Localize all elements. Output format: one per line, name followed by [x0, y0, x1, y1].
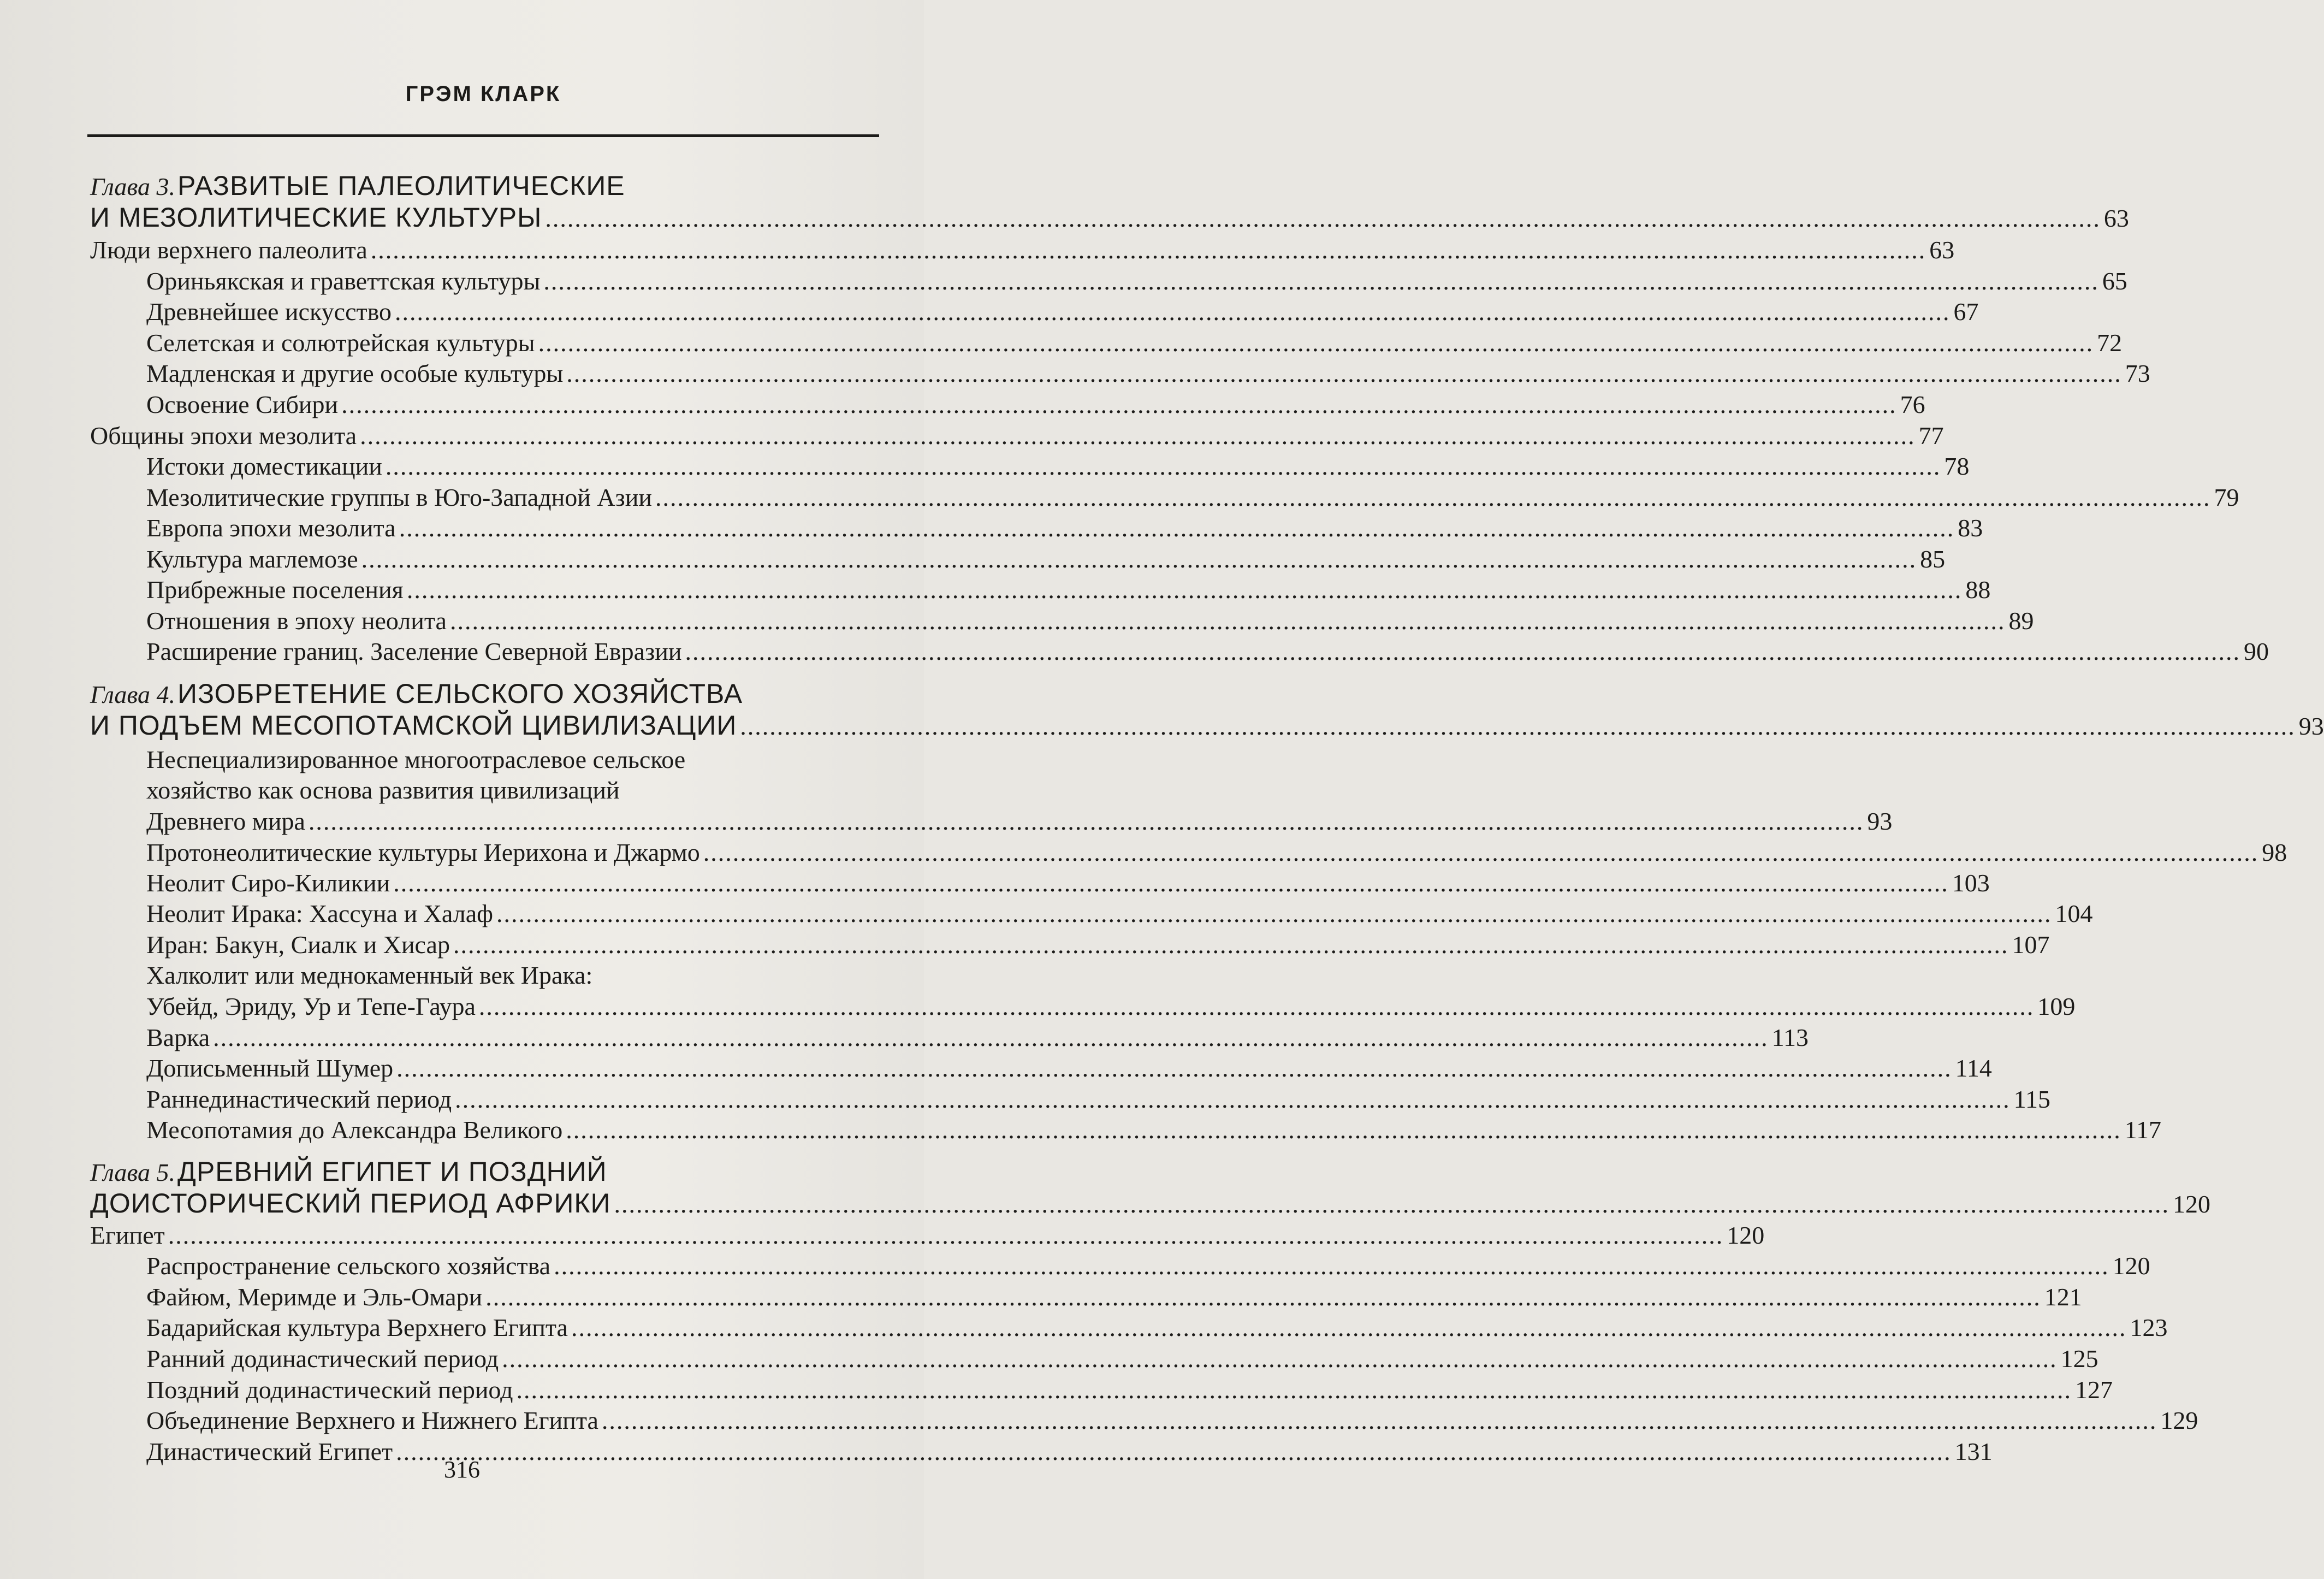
- toc-entry[interactable]: [146, 636, 2269, 667]
- toc-entry-title: Расширение границ. Заселение Северной Евразии: [146, 637, 682, 665]
- toc-entry-continuation[interactable]: Неспециализированное многоотраслевое сельское: [146, 746, 686, 773]
- dot-leader: [395, 297, 1950, 327]
- toc-entry-title: Месопотамия до Александра Великого: [146, 1116, 563, 1144]
- dot-leader: [453, 930, 2009, 960]
- dot-leader: [740, 711, 2296, 742]
- toc-entry[interactable]: [146, 451, 1970, 482]
- dot-leader: [168, 1220, 1724, 1251]
- chapter-title: ИЗОБРЕТЕНИЕ СЕЛЬСКОГО ХОЗЯЙСТВА: [177, 678, 743, 709]
- toc-entry[interactable]: [146, 358, 2150, 389]
- toc-entry-title: Бадарийская культура Верхнего Египта: [146, 1314, 568, 1341]
- dot-leader: [396, 1053, 1952, 1084]
- toc-entry[interactable]: [146, 837, 2287, 868]
- page-number: 316: [444, 1456, 480, 1483]
- toc-entry-title: Убейд, Эриду, Ур и Тепе-Гаура: [146, 992, 476, 1020]
- dot-leader: [545, 203, 2101, 234]
- dot-leader: [386, 451, 1941, 482]
- toc-entry-title: Мадленская и другие особые культуры: [146, 359, 564, 387]
- toc-entry-title: Люди верхнего палеолита: [90, 236, 367, 264]
- toc-entry-title: Мезолитические группы в Юго-Западной Азии: [146, 483, 652, 511]
- page-ref: 113: [1771, 1024, 1809, 1051]
- page-ref: 98: [2262, 838, 2287, 866]
- toc-entry[interactable]: [90, 421, 1944, 451]
- toc-entry[interactable]: [146, 482, 2239, 513]
- chapter-title: И МЕЗОЛИТИЧЕСКИЕ КУЛЬТУРЫ: [90, 202, 542, 233]
- dot-leader: [554, 1251, 2109, 1281]
- toc-entry[interactable]: [146, 389, 1925, 420]
- dot-leader: [399, 513, 1955, 543]
- page-ref: 83: [1958, 514, 1983, 542]
- toc-entry-title: Файюм, Меримде и Эль-Омари: [146, 1283, 483, 1311]
- chapter-label: Глава 3.: [90, 173, 175, 200]
- toc-entry[interactable]: [146, 1251, 2150, 1281]
- toc-entry[interactable]: [146, 1312, 2168, 1343]
- chapter-heading-line[interactable]: [90, 1188, 2210, 1220]
- page-ref: 107: [2012, 931, 2050, 959]
- toc-entry-title: Неолит Сиро-Киликии: [146, 869, 390, 897]
- dot-leader: [450, 606, 2006, 636]
- dot-leader: [566, 358, 2122, 389]
- toc-entry-title: Прибрежные поселения: [146, 576, 404, 604]
- toc-entry-title: Древнейшее искусство: [146, 298, 392, 326]
- page-ref: 123: [2130, 1314, 2168, 1341]
- toc-entry[interactable]: [146, 991, 2076, 1022]
- toc-entry[interactable]: [146, 1375, 2113, 1405]
- toc-entry[interactable]: [146, 575, 1991, 605]
- dot-leader: [602, 1405, 2157, 1436]
- page-ref: 67: [1953, 298, 1979, 326]
- toc-entry-title: Дописьменный Шумер: [146, 1054, 394, 1082]
- toc-entry-title: Протонеолитические культуры Иерихона и Джармо: [146, 838, 700, 866]
- dot-leader: [496, 898, 2052, 929]
- page-ref: 104: [2055, 900, 2093, 927]
- toc-entry[interactable]: [146, 898, 2093, 929]
- chapter-label: Глава 4.: [90, 681, 175, 708]
- page-ref: 89: [2008, 607, 2034, 635]
- chapter-title: И ПОДЪЕМ МЕСОПОТАМСКОЙ ЦИВИЛИЗАЦИИ: [90, 710, 737, 741]
- page-ref: 85: [1920, 545, 1946, 573]
- page-ref: 121: [2044, 1283, 2082, 1311]
- toc-entry-title: Культура маглемозе: [146, 545, 358, 573]
- toc-entry[interactable]: [146, 1405, 2198, 1436]
- page-ref: 65: [2102, 267, 2127, 295]
- toc-entry[interactable]: [90, 235, 1955, 265]
- dot-leader: [393, 868, 1949, 898]
- page-ref: 88: [1965, 576, 1991, 604]
- toc-entry-title: Иран: Бакун, Сиалк и Хисар: [146, 931, 450, 959]
- toc-entry[interactable]: [146, 868, 1990, 898]
- page-ref: 115: [2013, 1085, 2050, 1113]
- page-ref: 63: [2103, 204, 2129, 232]
- toc-entry[interactable]: [146, 1344, 2098, 1374]
- page-ref: 125: [2060, 1345, 2098, 1373]
- page-ref: 63: [1929, 236, 1955, 264]
- dot-leader: [538, 328, 2094, 358]
- toc-entry[interactable]: [146, 606, 2034, 636]
- toc-entry[interactable]: [146, 266, 2127, 297]
- dot-leader: [517, 1375, 2072, 1405]
- dot-leader: [485, 1282, 2041, 1312]
- dot-leader: [655, 482, 2211, 513]
- toc-entry-title: Поздний додинастический период: [146, 1376, 513, 1404]
- page-ref: 76: [1900, 391, 1925, 418]
- page-ref: 131: [1954, 1438, 1993, 1465]
- page-ref: 78: [1944, 452, 1970, 480]
- dot-leader: [213, 1022, 1769, 1053]
- toc-entry[interactable]: [146, 1282, 2082, 1312]
- toc-entry[interactable]: [146, 1115, 2161, 1145]
- toc-entry-title: Истоки доместикации: [146, 452, 382, 480]
- page-ref: 72: [2097, 329, 2123, 357]
- chapter-title: ДОИСТОРИЧЕСКИЙ ПЕРИОД АФРИКИ: [90, 1188, 611, 1219]
- toc-entry-title: Общины эпохи мезолита: [90, 422, 357, 450]
- toc-entry-title: Варка: [146, 1024, 210, 1051]
- toc-entry[interactable]: [146, 297, 1979, 327]
- chapter-title: РАЗВИТЫЕ ПАЛЕОЛИТИЧЕСКИЕ: [177, 170, 625, 201]
- dot-leader: [543, 266, 2099, 297]
- page-ref: 93: [1867, 807, 1893, 835]
- toc-entry-title: Ранний додинастический период: [146, 1345, 499, 1373]
- toc-entry[interactable]: [146, 1053, 1992, 1084]
- dot-leader: [360, 421, 1916, 451]
- page-ref: 103: [1952, 869, 1990, 897]
- toc-entry[interactable]: [146, 513, 1983, 543]
- chapter-label: Глава 5.: [90, 1158, 175, 1186]
- toc-entry-title: Объединение Верхнего и Нижнего Египта: [146, 1406, 598, 1434]
- page-ref: 127: [2075, 1376, 2113, 1404]
- dot-leader: [571, 1312, 2127, 1343]
- page-ref: 117: [2124, 1116, 2161, 1144]
- toc-entry-title: Древнего мира: [146, 807, 305, 835]
- toc-entry-title: Селетская и солютрейская культуры: [146, 329, 535, 357]
- page-ref: 120: [2112, 1252, 2150, 1280]
- toc-entry-continuation[interactable]: хозяйство как основа развития цивилизаций: [146, 776, 620, 804]
- toc-entry-title: Распространение сельского хозяйства: [146, 1252, 551, 1280]
- chapter-title: ДРЕВНИЙ ЕГИПЕТ И ПОЗДНИЙ: [177, 1156, 607, 1187]
- dot-leader: [361, 544, 1917, 575]
- dot-leader: [479, 991, 2035, 1022]
- dot-leader: [614, 1189, 2169, 1220]
- toc-entry-title: Раннединастический период: [146, 1085, 452, 1113]
- dot-leader: [341, 389, 1897, 420]
- dot-leader: [703, 837, 2259, 868]
- page-ref: 120: [2172, 1190, 2210, 1218]
- chapter-heading-line[interactable]: [90, 710, 2324, 742]
- toc-entry[interactable]: [146, 544, 1946, 575]
- page-ref: 114: [1955, 1054, 1992, 1082]
- toc-entry-title: Европа эпохи мезолита: [146, 514, 396, 542]
- toc-entry[interactable]: [146, 328, 2123, 358]
- toc-entry[interactable]: [90, 1220, 1765, 1251]
- dot-leader: [566, 1115, 2121, 1145]
- page-ref: 109: [2037, 992, 2076, 1020]
- dot-leader: [371, 235, 1926, 265]
- toc-entry-title: Неолит Ирака: Хассуна и Халаф: [146, 900, 493, 927]
- dot-leader: [455, 1084, 2011, 1115]
- chapter-heading-line[interactable]: [90, 202, 2129, 234]
- toc-entry[interactable]: [146, 806, 1893, 837]
- toc-entry-title: Освоение Сибири: [146, 391, 339, 418]
- toc-entry[interactable]: [146, 1084, 2050, 1115]
- toc-entry-title: Династический Египет: [146, 1438, 393, 1465]
- dot-leader: [309, 806, 1864, 837]
- page-ref: 129: [2160, 1406, 2198, 1434]
- toc-entry-continuation[interactable]: Халколит или меднокаменный век Ирака:: [146, 961, 593, 989]
- dot-leader: [502, 1344, 2058, 1374]
- toc-entry-title: Египет: [90, 1221, 165, 1249]
- running-head: ГРЭМ КЛАРК: [405, 82, 561, 106]
- dot-leader: [685, 636, 2240, 667]
- toc-entry-title: Ориньякская и граветтская культуры: [146, 267, 541, 295]
- dot-leader: [407, 575, 1963, 605]
- toc-entry[interactable]: [146, 1022, 1809, 1053]
- page-ref: 120: [1727, 1221, 1765, 1249]
- toc-entry-title: Отношения в эпоху неолита: [146, 607, 447, 635]
- page-ref: 77: [1918, 422, 1944, 450]
- page-ref: 73: [2125, 359, 2150, 387]
- toc-entry[interactable]: [146, 930, 2050, 960]
- page-ref: 79: [2214, 483, 2239, 511]
- page-ref: 93: [2298, 712, 2324, 740]
- page-ref: 90: [2243, 637, 2269, 665]
